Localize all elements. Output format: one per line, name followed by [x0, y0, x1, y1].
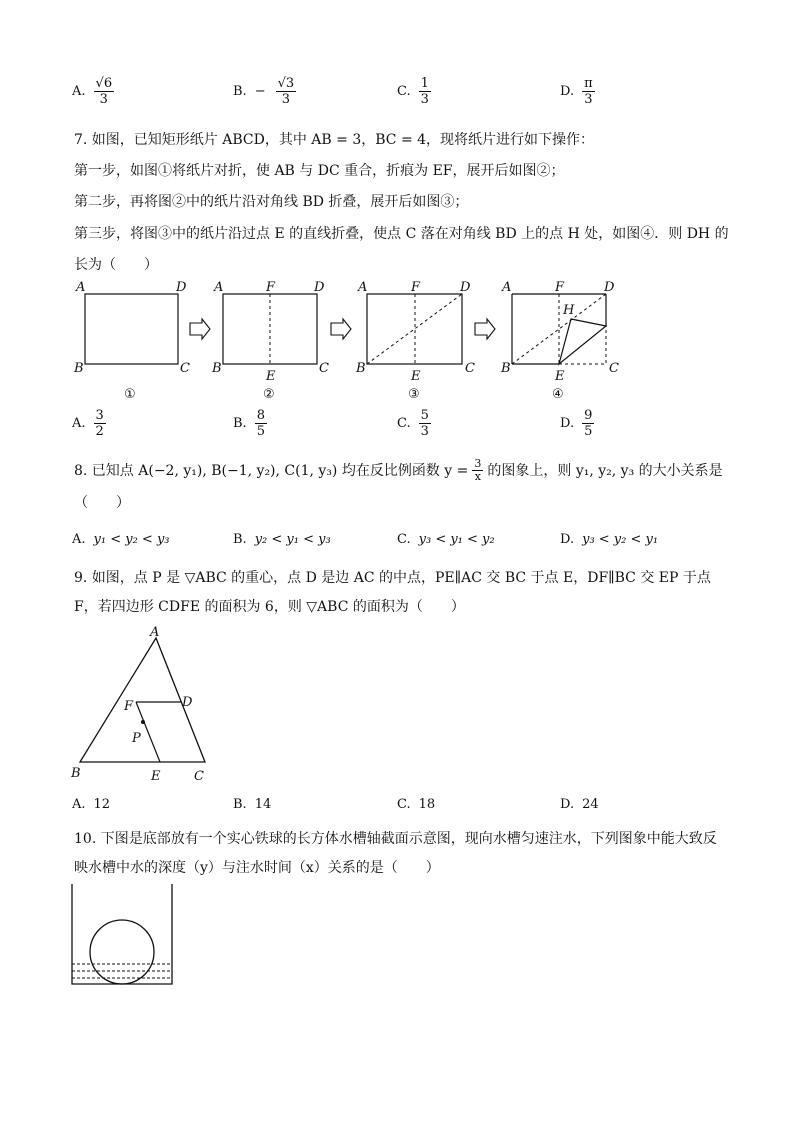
label-d: D — [604, 280, 615, 295]
q7-option-d[interactable] — [560, 408, 594, 439]
label-c: C — [465, 361, 475, 376]
label-b: B — [356, 361, 366, 376]
q9-stem-line1: 9. 如图，点 P 是 ▽ABC 的重心，点 D 是边 AC 的中点，PE∥AC 交 BC 于点 E，DF∥BC 交 EP 于点 — [74, 570, 711, 586]
q8-stem-line2: （ ） — [74, 495, 130, 511]
q10-tank-figure — [66, 882, 181, 992]
label-a: A — [358, 280, 368, 295]
fraction — [419, 76, 431, 107]
label-b: B — [74, 361, 84, 376]
option-letter: C. — [397, 532, 411, 547]
q6-option-a[interactable] — [72, 76, 114, 107]
denominator: 5 — [256, 424, 265, 439]
q6-option-c[interactable] — [397, 76, 431, 107]
q9-option-d[interactable] — [560, 797, 599, 812]
label-d: D — [182, 695, 193, 710]
numerator: 8 — [256, 408, 265, 423]
label-p: P — [132, 731, 141, 746]
denominator: 3 — [420, 92, 429, 107]
figure-number-4: ④ — [552, 387, 564, 402]
q8-option-a[interactable] — [72, 532, 170, 547]
point-p — [141, 720, 145, 724]
fraction — [419, 408, 431, 439]
denominator: 3 — [281, 92, 291, 107]
option-letter: B. — [233, 532, 247, 547]
option-text: y₂ < y₁ < y₃ — [254, 532, 331, 547]
option-letter: A. — [72, 797, 86, 812]
label-e: E — [555, 369, 565, 384]
label-c: C — [319, 361, 329, 376]
option-letter: A. — [72, 532, 86, 547]
q8-option-c[interactable] — [397, 532, 495, 547]
label-b: B — [71, 766, 81, 781]
function-fraction — [472, 458, 483, 483]
option-text: y₁ < y₂ < y₃ — [93, 532, 170, 547]
figure-number-1: ① — [124, 387, 136, 402]
numerator: 3 — [474, 457, 482, 470]
q8-stem-post: 的图象上，则 y₁, y₂, y₃ 的大小关系是 — [487, 462, 723, 479]
label-a: A — [76, 280, 86, 295]
q7-figure-1 — [73, 280, 190, 402]
fraction — [582, 408, 594, 439]
q9-stem-line2: F，若四边形 CDFE 的面积为 6，则 ▽ABC 的面积为（ ） — [74, 599, 465, 615]
figure-number-3: ③ — [408, 387, 420, 402]
label-a: A — [502, 280, 512, 295]
q7-stem-line1: 7. 如图，已知矩形纸片 ABCD，其中 AB = 3，BC = 4，现将纸片进行如下操作： — [74, 132, 595, 148]
right-arrow-icon — [331, 319, 351, 339]
q6-option-d[interactable] — [560, 76, 595, 107]
q8-option-b[interactable] — [233, 532, 331, 547]
denominator: 3 — [420, 424, 429, 439]
label-e: E — [411, 369, 421, 384]
minus-sign: − — [254, 84, 266, 99]
label-b: B — [501, 361, 511, 376]
q7-stem-line2: 第一步，如图①将纸片对折，使 AB 与 DC 重合，折痕为 EF，展开后如图②； — [74, 163, 565, 179]
option-letter: B. — [233, 84, 247, 99]
option-text: 14 — [254, 797, 272, 812]
q7-figure-3 — [355, 280, 475, 402]
denominator: 5 — [584, 424, 593, 439]
denominator: 2 — [95, 424, 104, 439]
option-letter: C. — [397, 84, 411, 99]
q7-option-a[interactable] — [72, 408, 106, 439]
denominator: 3 — [99, 92, 108, 107]
fraction — [94, 408, 106, 439]
numerator: √6 — [95, 76, 113, 91]
option-letter: D. — [560, 416, 575, 431]
label-h: H — [563, 303, 575, 318]
option-text: y₃ < y₁ < y₂ — [418, 532, 495, 547]
option-letter: C. — [397, 416, 411, 431]
diagonal-bd — [367, 294, 462, 364]
right-arrow-icon — [190, 319, 210, 339]
fraction — [276, 76, 297, 107]
fraction — [94, 76, 115, 107]
water-tank — [72, 884, 172, 984]
q8-stem-pre: 8. 已知点 A(−2, y₁), B(−1, y₂), C(1, y₃) 均在反比例函数 y = — [74, 462, 469, 479]
numerator: √3 — [277, 76, 295, 91]
q7-figure-4 — [500, 280, 619, 402]
denominator: 3 — [584, 92, 593, 107]
option-letter: B. — [233, 416, 247, 431]
option-letter: A. — [72, 416, 86, 431]
option-text: y₃ < y₂ < y₁ — [582, 532, 659, 547]
option-letter: C. — [397, 797, 411, 812]
option-letter: B. — [233, 797, 247, 812]
q7-stem-line4: 第三步，将图③中的纸片沿过点 E 的直线折叠，使点 C 落在对角线 BD 上的点 H 处，如图④．则 DH 的 — [74, 226, 729, 242]
label-d: D — [176, 280, 187, 295]
fraction — [255, 408, 267, 439]
option-text: 24 — [582, 797, 599, 812]
option-letter: D. — [560, 532, 575, 547]
label-d: D — [314, 280, 325, 295]
q7-option-c[interactable] — [397, 408, 431, 439]
label-a: A — [150, 625, 160, 640]
label-e: E — [151, 769, 161, 784]
right-arrow-icon — [475, 319, 495, 339]
q6-option-b[interactable] — [233, 76, 296, 107]
label-f: F — [555, 280, 565, 295]
denominator: x — [474, 470, 481, 483]
label-f: F — [124, 699, 134, 714]
iron-ball — [90, 920, 154, 984]
numerator: 1 — [420, 76, 429, 91]
rectangle-abcd — [85, 294, 178, 364]
label-f: F — [266, 280, 276, 295]
q9-option-a[interactable] — [72, 797, 110, 812]
label-a: A — [214, 280, 224, 295]
q7-stem-line5: 长为（ ） — [74, 257, 158, 273]
q10-stem-line2: 映水槽中水的深度（y）与注水时间（x）关系的是（ ） — [74, 860, 440, 876]
option-letter: D. — [560, 797, 575, 812]
option-letter: D. — [560, 84, 575, 99]
rectangle-abcd — [367, 294, 462, 364]
rectangle-abcd — [223, 294, 317, 364]
option-letter: A. — [72, 84, 86, 99]
label-c: C — [609, 361, 619, 376]
q7-stem-line3: 第二步，再将图②中的纸片沿对角线 BD 折叠，展开后如图③； — [74, 194, 469, 210]
figure-number-2: ② — [263, 387, 275, 402]
q8-stem-line1 — [74, 458, 723, 483]
q8-option-d[interactable] — [560, 532, 658, 547]
label-e: E — [266, 369, 276, 384]
option-text: 12 — [93, 797, 111, 812]
label-f: F — [411, 280, 421, 295]
label-c: C — [180, 361, 190, 376]
q7-figures — [70, 276, 630, 404]
option-text: 18 — [418, 797, 436, 812]
label-c: C — [194, 769, 204, 784]
q10-stem-line1: 10. 下图是底部放有一个实心铁球的长方体水槽轴截面示意图，现向水槽匀速注水，下列图象中能大致反 — [74, 831, 717, 847]
q9-figure — [68, 622, 218, 787]
numerator: 3 — [95, 408, 104, 423]
q7-option-b[interactable] — [233, 408, 267, 439]
folded-triangle — [559, 319, 606, 364]
label-b: B — [212, 361, 222, 376]
numerator: 9 — [584, 408, 593, 423]
fraction — [582, 76, 595, 107]
q7-figure-2 — [211, 280, 329, 402]
numerator: π — [584, 76, 593, 91]
q9-option-b[interactable] — [233, 797, 271, 812]
q9-option-c[interactable] — [397, 797, 435, 812]
label-d: D — [460, 280, 471, 295]
numerator: 5 — [420, 408, 429, 423]
diagonal-bd — [512, 294, 606, 364]
